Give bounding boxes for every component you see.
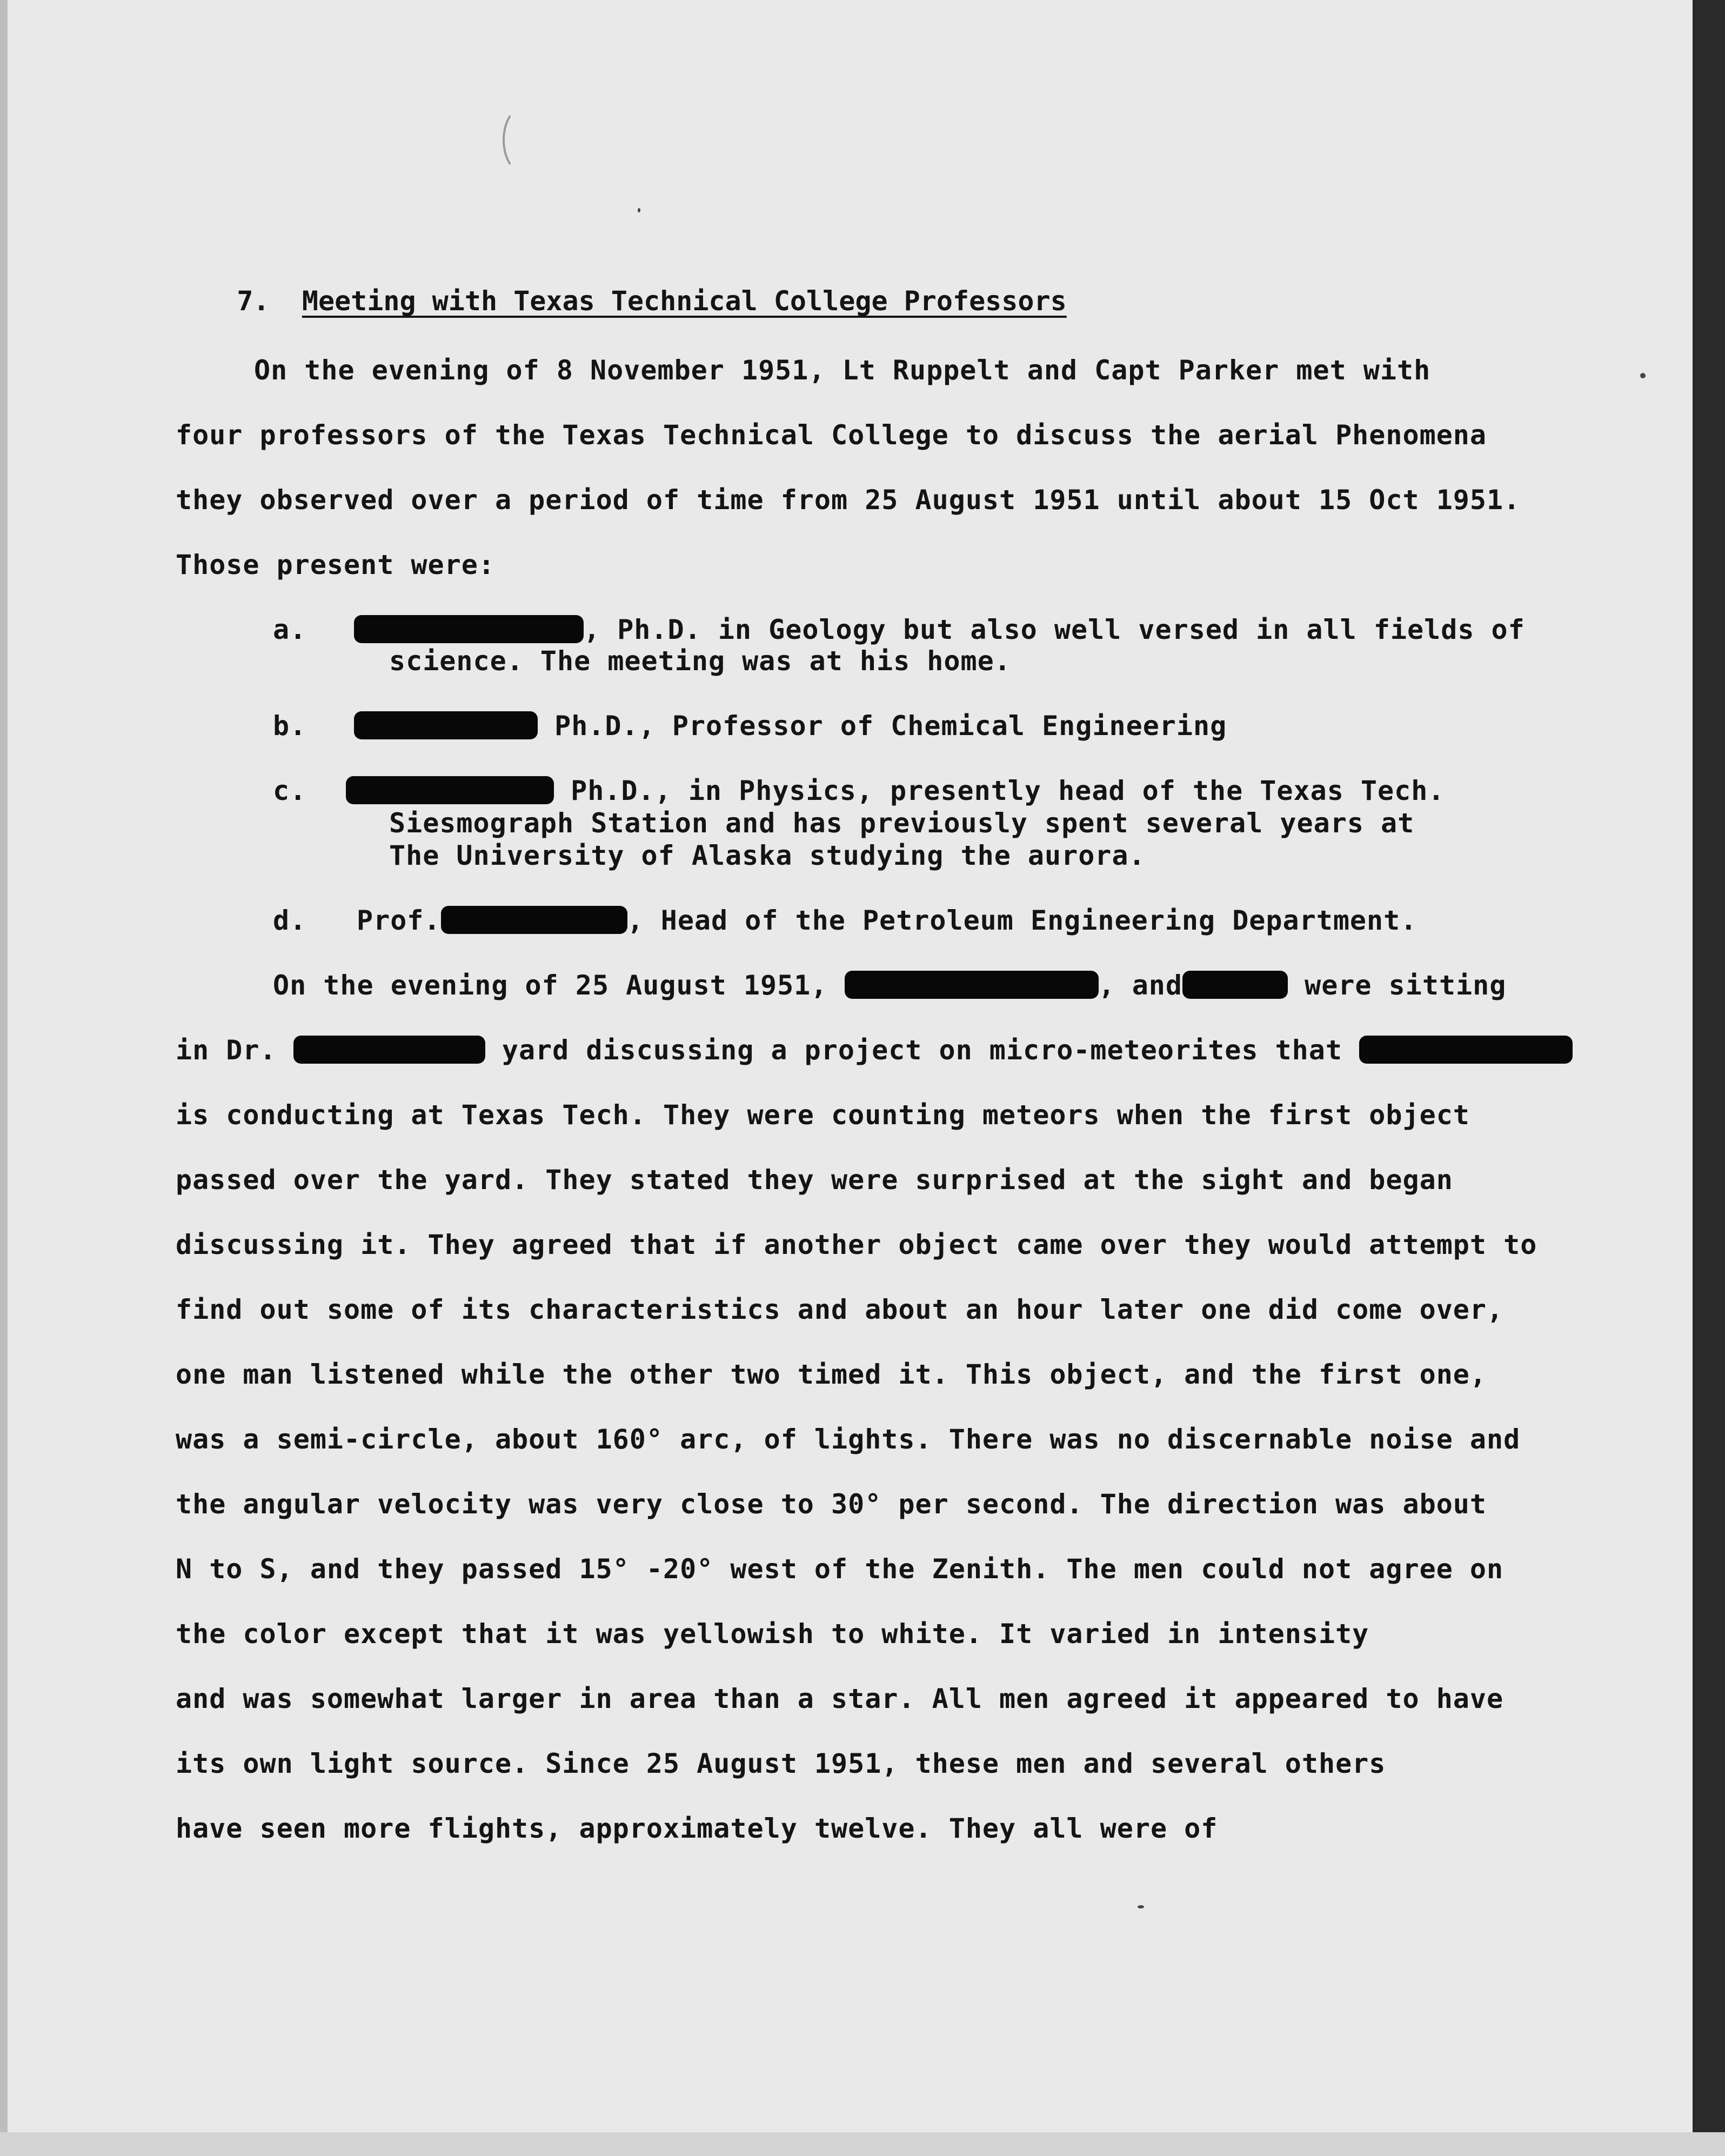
paragraph-line: one man listened while the other two timed it. This object, and the first one, [176,1359,1487,1390]
redaction-mark [1359,1036,1573,1064]
redaction-mark [346,776,554,804]
paragraph-line: Those present were: [176,549,495,580]
list-marker: a. [273,614,307,645]
paragraph-line: four professors of the Texas Technical College to discuss the aerial Phenomena [176,419,1487,451]
paragraph-line [176,1034,1573,1066]
list-marker: c. [273,775,307,806]
text-span: were sitting [1288,970,1507,1001]
scan-left-edge [0,0,8,2156]
list-item-text: Ph.D., Professor of Chemical Engineering [538,710,1227,742]
scan-mark-arc [503,108,539,172]
paragraph-line: discussing it. They agreed that if another object came over they would attempt to [176,1229,1537,1260]
list-item-continuation: Siesmograph Station and has previously spent several years at [389,807,1415,839]
text-span: , and [1098,970,1183,1001]
list-item-prefix: Prof. [357,905,441,936]
paragraph-line: and was somewhat larger in area than a star. All men agreed it appeared to have [176,1683,1504,1714]
paragraph-line [273,969,1506,1002]
list-item-text: , Head of the Petroleum Engineering Department. [627,905,1418,936]
list-item [354,710,1227,742]
redaction-mark [293,1036,485,1064]
scan-speck [1640,373,1646,378]
list-item-text: , Ph.D. in Geology but also well versed in all fields of [584,614,1525,645]
list-marker: d. [273,905,307,936]
list-marker: b. [273,710,307,742]
paragraph-line: its own light source. Since 25 August 1951, these men and several others [176,1748,1386,1779]
list-item [354,613,1525,646]
scan-right-edge [1693,0,1725,2156]
scan-bottom-edge [0,2132,1725,2156]
paragraph-line: is conducting at Texas Tech. They were counting meteors when the first object [176,1099,1470,1131]
paragraph-line: was a semi-circle, about 160° arc, of lights. There was no discernable noise and [176,1424,1521,1455]
text-span: On the evening of 25 August 1951, [273,970,828,1001]
text-span: yard discussing a project on micro-meteorites that [485,1034,1342,1066]
text-span: in Dr. [176,1034,277,1066]
paragraph-line: they observed over a period of time from 25 August 1951 until about 15 Oct 1951. [176,484,1521,516]
paragraph-line: the angular velocity was very close to 30° per second. The direction was about [176,1488,1487,1520]
list-item [357,904,1417,937]
section-title: Meeting with Texas Technical College Professors [302,285,1067,317]
redaction-mark [354,615,584,643]
scan-speck [638,208,640,212]
redaction-mark [845,971,1099,999]
paragraph-line: N to S, and they passed 15° -20° west of the Zenith. The men could not agree on [176,1553,1504,1585]
paragraph-line: find out some of its characteristics and about an hour later one did come over, [176,1294,1504,1325]
list-item [346,775,1445,807]
scan-speck [1138,1905,1144,1908]
section-number: 7. [237,285,270,317]
list-item-text: Ph.D., in Physics, presently head of the Texas Tech. [554,775,1445,806]
paragraph-line: have seen more flights, approximately twelve. They all were of [176,1813,1218,1844]
redaction-mark [1182,971,1288,999]
paragraph-line: the color except that it was yellowish to white. It varied in intensity [176,1618,1369,1650]
section-heading [172,254,1067,348]
list-item-continuation: science. The meeting was at his home. [389,645,1011,677]
paragraph-line: On the evening of 8 November 1951, Lt Ruppelt and Capt Parker met with [254,355,1431,386]
list-item-continuation: The University of Alaska studying the aurora. [389,840,1146,871]
paragraph-line: passed over the yard. They stated they were surprised at the sight and began [176,1164,1453,1196]
redaction-mark [354,711,538,739]
redaction-mark [441,906,627,934]
